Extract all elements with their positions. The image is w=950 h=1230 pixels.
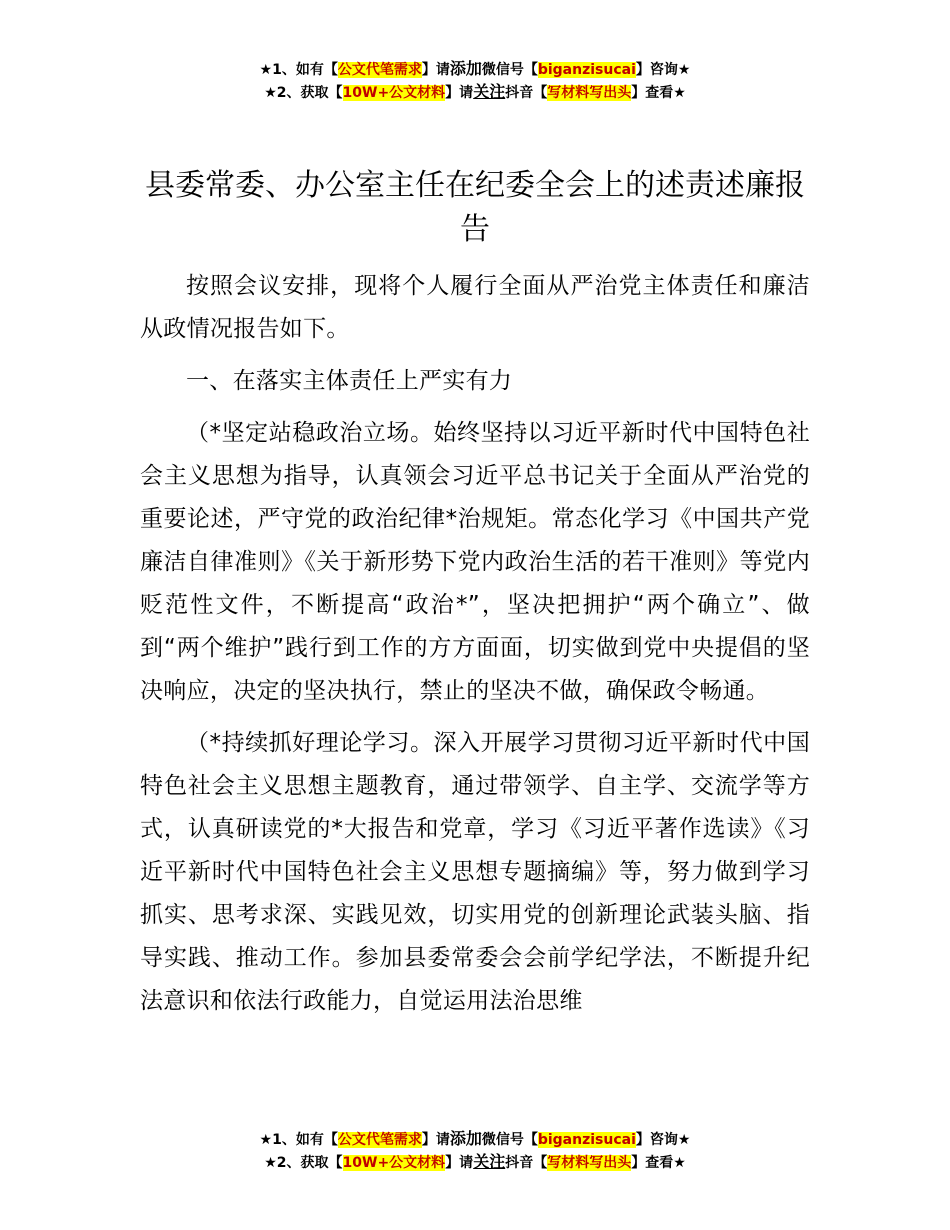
banner-text: 】咨询★ [635, 1132, 691, 1148]
document-title: 县委常委、办公室主任在纪委全会上的述责述廉报告 [145, 168, 805, 247]
banner-text: 抖音【 [505, 85, 548, 101]
banner-highlight: 10W+公文材料 [342, 85, 446, 101]
banner-text: ★2、获取【 [264, 1155, 343, 1171]
footer-banner [0, 1128, 950, 1174]
banner-text: 】查看★ [631, 1155, 686, 1171]
banner-emphasis: 关注 [473, 82, 506, 101]
banner-text: 微信号【 [481, 1132, 538, 1148]
intro-paragraph: 按照会议安排，现将个人履行全面从严治党主体责任和廉洁从政情况报告如下。 [140, 273, 810, 342]
banner-text: 】请 [421, 1132, 450, 1148]
document-body [140, 265, 810, 1032]
banner-highlight: 10W+公文材料 [342, 1155, 446, 1171]
header-banner [0, 58, 950, 104]
banner-text: 】请 [445, 1155, 474, 1171]
banner-text: 】请 [421, 62, 450, 78]
banner-line-1 [0, 58, 950, 81]
banner-line-2 [0, 1151, 950, 1174]
banner-highlight: biganzisucai [537, 62, 636, 78]
banner-emphasis: 关注 [473, 1152, 506, 1171]
section-heading: 一、在落实主体责任上严实有力 [186, 368, 513, 394]
banner-text: 微信号【 [481, 62, 538, 78]
banner-text: ★1、如有【 [259, 1132, 338, 1148]
banner-text: 】查看★ [631, 85, 686, 101]
banner-text: 】咨询★ [635, 62, 691, 78]
banner-emphasis: 添加 [449, 1129, 482, 1148]
banner-highlight: biganzisucai [537, 1132, 636, 1148]
banner-line-2 [0, 81, 950, 104]
banner-line-1 [0, 1128, 950, 1151]
banner-text: ★1、如有【 [259, 62, 338, 78]
banner-emphasis: 添加 [449, 59, 482, 78]
banner-highlight: 公文代笔需求 [337, 1132, 422, 1148]
banner-highlight: 写材料写出头 [547, 85, 632, 101]
banner-text: ★2、获取【 [264, 85, 343, 101]
banner-highlight: 写材料写出头 [547, 1155, 632, 1171]
body-paragraph: （*持续抓好理论学习。深入开展学习贯彻习近平新时代中国特色社会主义思想主题教育，通过带领学、自主学、交流学等方式，认真研读党的*大报告和党章，学习《习近平著作选读》《习近平新时代中国特色社会主义思想专题摘编》等，努力做到学习抓实、思考求深、实践见效，切实用党的创新理论武装头脑、指导实践、推动工作。参加县委常委会会前学纪学法，不断提升纪法意识和依法行政能力，自觉运用法治思维 [140, 730, 810, 1014]
banner-highlight: 公文代笔需求 [337, 62, 422, 78]
banner-text: 抖音【 [505, 1155, 548, 1171]
banner-text: 】请 [445, 85, 474, 101]
body-paragraph: （*坚定站稳政治立场。始终坚持以习近平新时代中国特色社会主义思想为指导，认真领会习近平总书记关于全面从严治党的重要论述，严守党的政治纪律*治规矩。常态化学习《中国共产党廉洁自律准则》《关于新形势下党内政治生活的若干准则》等党内贬范性文件，不断提高“政治*”，坚决把拥护“两个确立”、做到“两个维护”践行到工作的方方面面，切实做到党中央提倡的坚决响应，决定的坚决执行，禁止的坚决不做，确保政令畅通。 [140, 420, 810, 704]
